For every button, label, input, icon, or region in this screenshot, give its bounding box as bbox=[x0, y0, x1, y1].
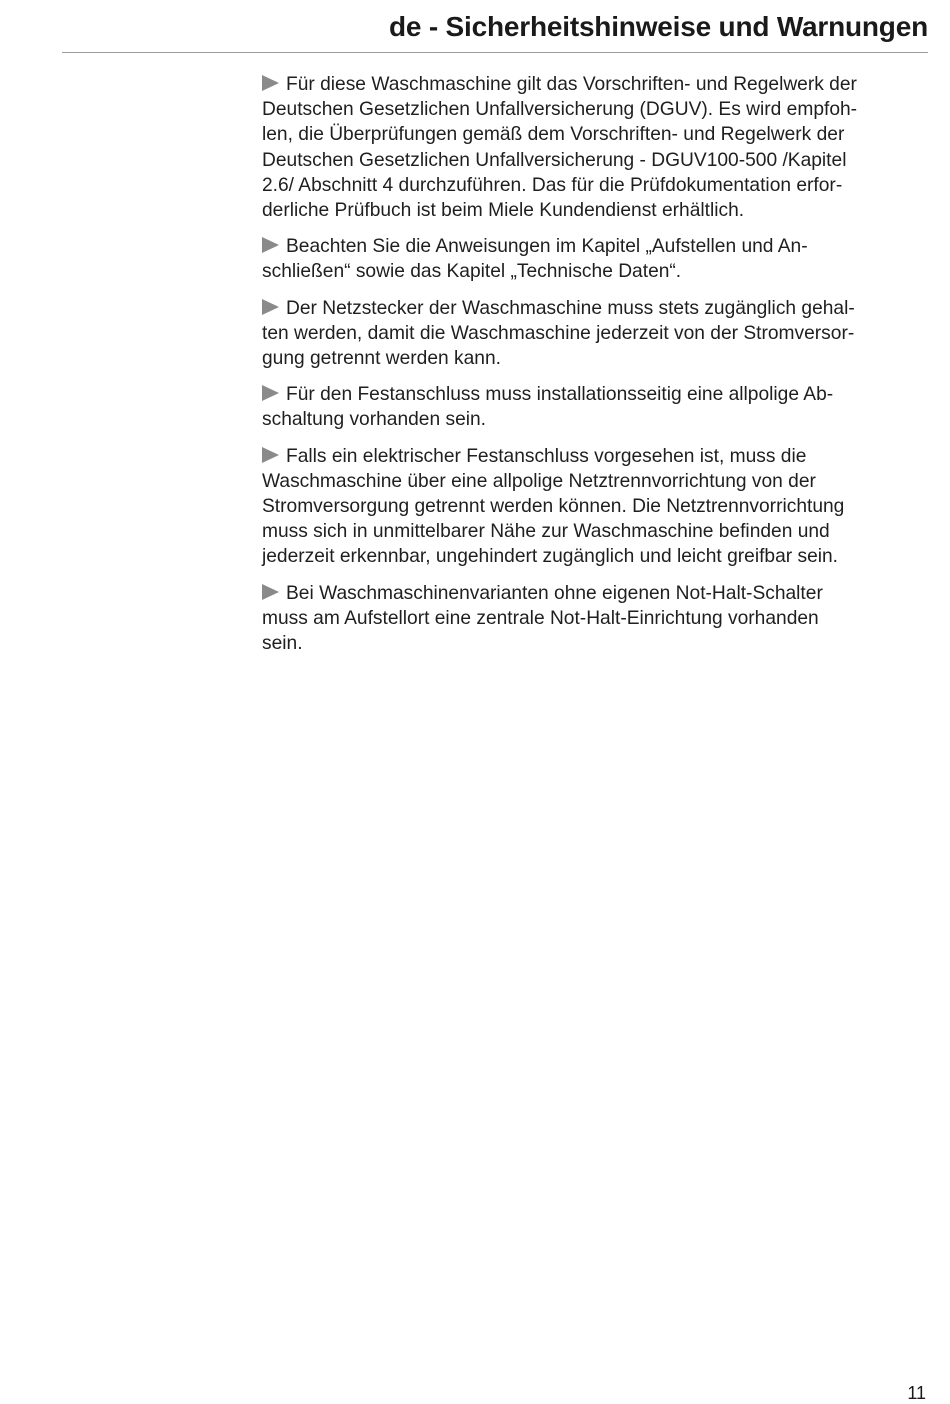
note-line: gung getrennt werden kann. bbox=[262, 348, 501, 370]
note-line: derliche Prüfbuch ist beim Miele Kundendienst erhältlich. bbox=[262, 200, 745, 222]
note-line: Beachten Sie die Anweisungen im Kapitel „Aufstellen und An- bbox=[286, 236, 808, 258]
note-line: Bei Waschmaschinenvarianten ohne eigenen Not-Halt-Schalter bbox=[286, 582, 823, 604]
triangle-bullet-icon bbox=[262, 447, 279, 463]
safety-note-isolator bbox=[262, 444, 928, 570]
safety-note-emergency-stop bbox=[262, 581, 928, 657]
note-line: Deutschen Gesetzlichen Unfallversicherung (DGUV). Es wird empfoh- bbox=[262, 99, 858, 121]
safety-notes bbox=[262, 72, 928, 667]
page-number: 11 bbox=[907, 1383, 926, 1403]
note-line: Falls ein elektrischer Festanschluss vorgesehen ist, muss die bbox=[286, 445, 807, 467]
triangle-bullet-icon bbox=[262, 385, 279, 401]
note-line: Für diese Waschmaschine gilt das Vorschriften- und Regelwerk der bbox=[286, 74, 857, 95]
note-line: schaltung vorhanden sein. bbox=[262, 409, 487, 431]
note-line: schließen“ sowie das Kapitel „Technische Daten“. bbox=[262, 261, 682, 283]
safety-note-dguv bbox=[262, 72, 928, 223]
note-line: Deutschen Gesetzlichen Unfallversicherung - DGUV100-500 /Kapitel bbox=[262, 149, 847, 171]
note-line: Für den Festanschluss muss installationsseitig eine allpolige Ab- bbox=[286, 384, 834, 406]
safety-note-fixed-connection bbox=[262, 382, 928, 432]
note-line: Waschmaschine über eine allpolige Netztrennvorrichtung von der bbox=[262, 470, 816, 492]
note-line: 2.6/ Abschnitt 4 durchzuführen. Das für die Prüfdokumentation erfor- bbox=[262, 174, 843, 196]
note-line: muss am Aufstellort eine zentrale Not-Halt-Einrichtung vorhanden bbox=[262, 607, 819, 629]
note-line: len, die Überprüfungen gemäß dem Vorschriften- und Regelwerk der bbox=[262, 124, 845, 146]
page-header bbox=[62, 0, 928, 53]
triangle-bullet-icon bbox=[262, 237, 279, 253]
triangle-bullet-icon bbox=[262, 299, 279, 315]
note-line: jederzeit erkennbar, ungehindert zugänglich und leicht greifbar sein. bbox=[262, 546, 838, 568]
note-line: Der Netzstecker der Waschmaschine muss stets zugänglich gehal- bbox=[286, 297, 855, 319]
safety-note-installation-chapter bbox=[262, 234, 928, 284]
note-line: sein. bbox=[262, 633, 303, 655]
note-line: Stromversorgung getrennt werden können. Die Netztrennvorrichtung bbox=[262, 496, 845, 518]
page-title: de - Sicherheitshinweise und Warnungen bbox=[389, 11, 928, 42]
safety-note-mains-plug bbox=[262, 296, 928, 372]
note-line: ten werden, damit die Waschmaschine jederzeit von der Stromversor- bbox=[262, 322, 855, 344]
note-line: muss sich in unmittelbarer Nähe zur Waschmaschine befinden und bbox=[262, 521, 830, 543]
triangle-bullet-icon bbox=[262, 75, 279, 91]
triangle-bullet-icon bbox=[262, 584, 279, 600]
